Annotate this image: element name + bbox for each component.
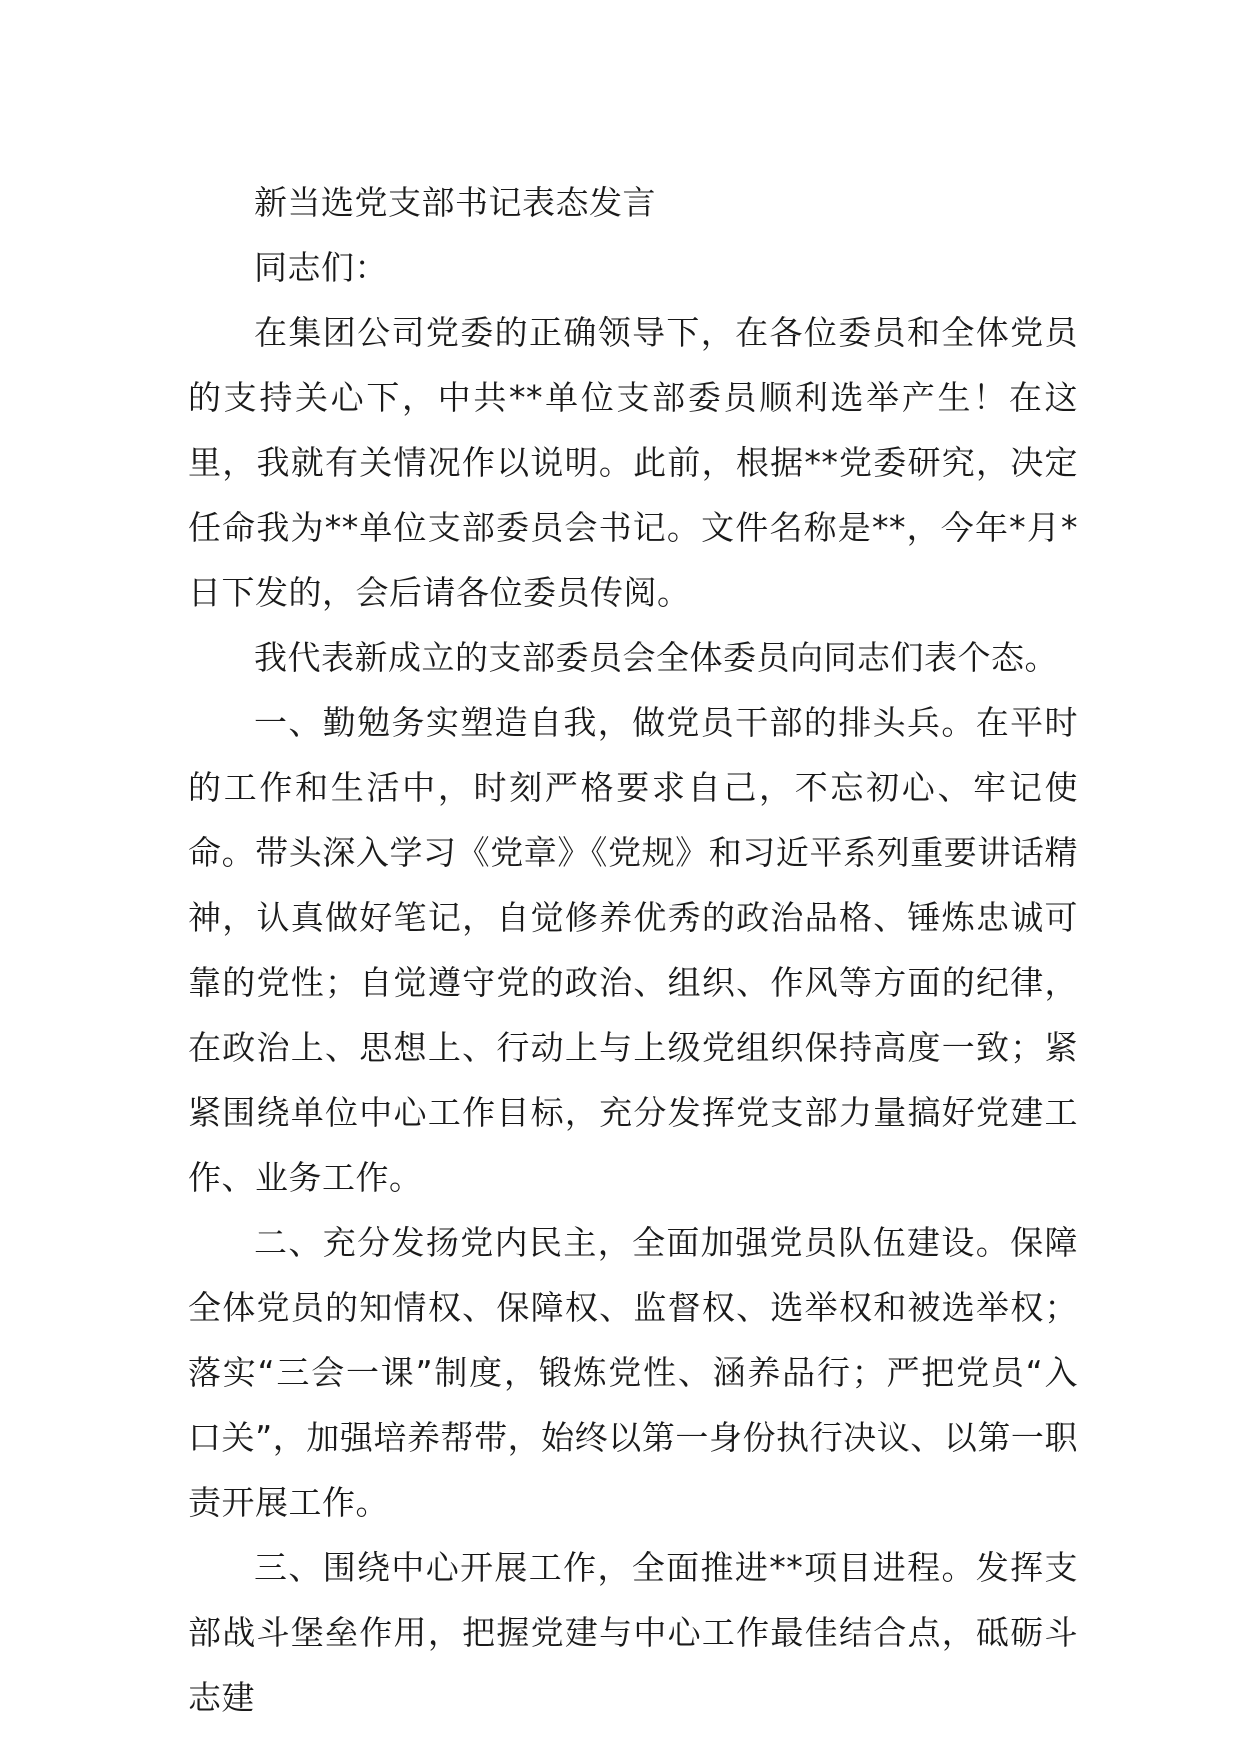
document-page	[188, 170, 1078, 1730]
paragraph-point-one: 一、勤勉务实塑造自我，做党员干部的排头兵。在平时的工作和生活中，时刻严格要求自己，不忘初心、牢记使命。带头深入学习《党章》《党规》和习近平系列重要讲话精神，认真做好笔记，自觉修养优秀的政治品格、锤炼忠诚可靠的党性；自觉遵守党的政治、组织、作风等方面的纪律，在政治上、思想上、行动上与上级党组织保持高度一致；紧紧围绕单位中心工作目标，充分发挥党支部力量搞好党建工作、业务工作。	[188, 703, 1078, 1197]
salutation: 同志们：	[254, 248, 388, 287]
paragraph-intro: 在集团公司党委的正确领导下，在各位委员和全体党员的支持关心下，中共**单位支部委员顺利选举产生！在这里，我就有关情况作以说明。此前，根据**党委研究，决定任命我为**单位支部委员会书记。文件名称是**，今年*月*日下发的，会后请各位委员传阅。	[188, 313, 1078, 612]
document-title: 新当选党支部书记表态发言	[254, 183, 656, 222]
paragraph-statement: 我代表新成立的支部委员会全体委员向同志们表个态。	[254, 638, 1058, 677]
paragraph-point-three: 三、围绕中心开展工作，全面推进**项目进程。发挥支部战斗堡垒作用，把握党建与中心工作最佳结合点，砥砺斗志建	[188, 1548, 1078, 1717]
paragraph-point-two: 二、充分发扬党内民主，全面加强党员队伍建设。保障全体党员的知情权、保障权、监督权、选举权和被选举权；落实“三会一课”制度，锻炼党性、涵养品行；严把党员“入口关”，加强培养帮带，始终以第一身份执行决议、以第一职责开展工作。	[188, 1223, 1078, 1522]
